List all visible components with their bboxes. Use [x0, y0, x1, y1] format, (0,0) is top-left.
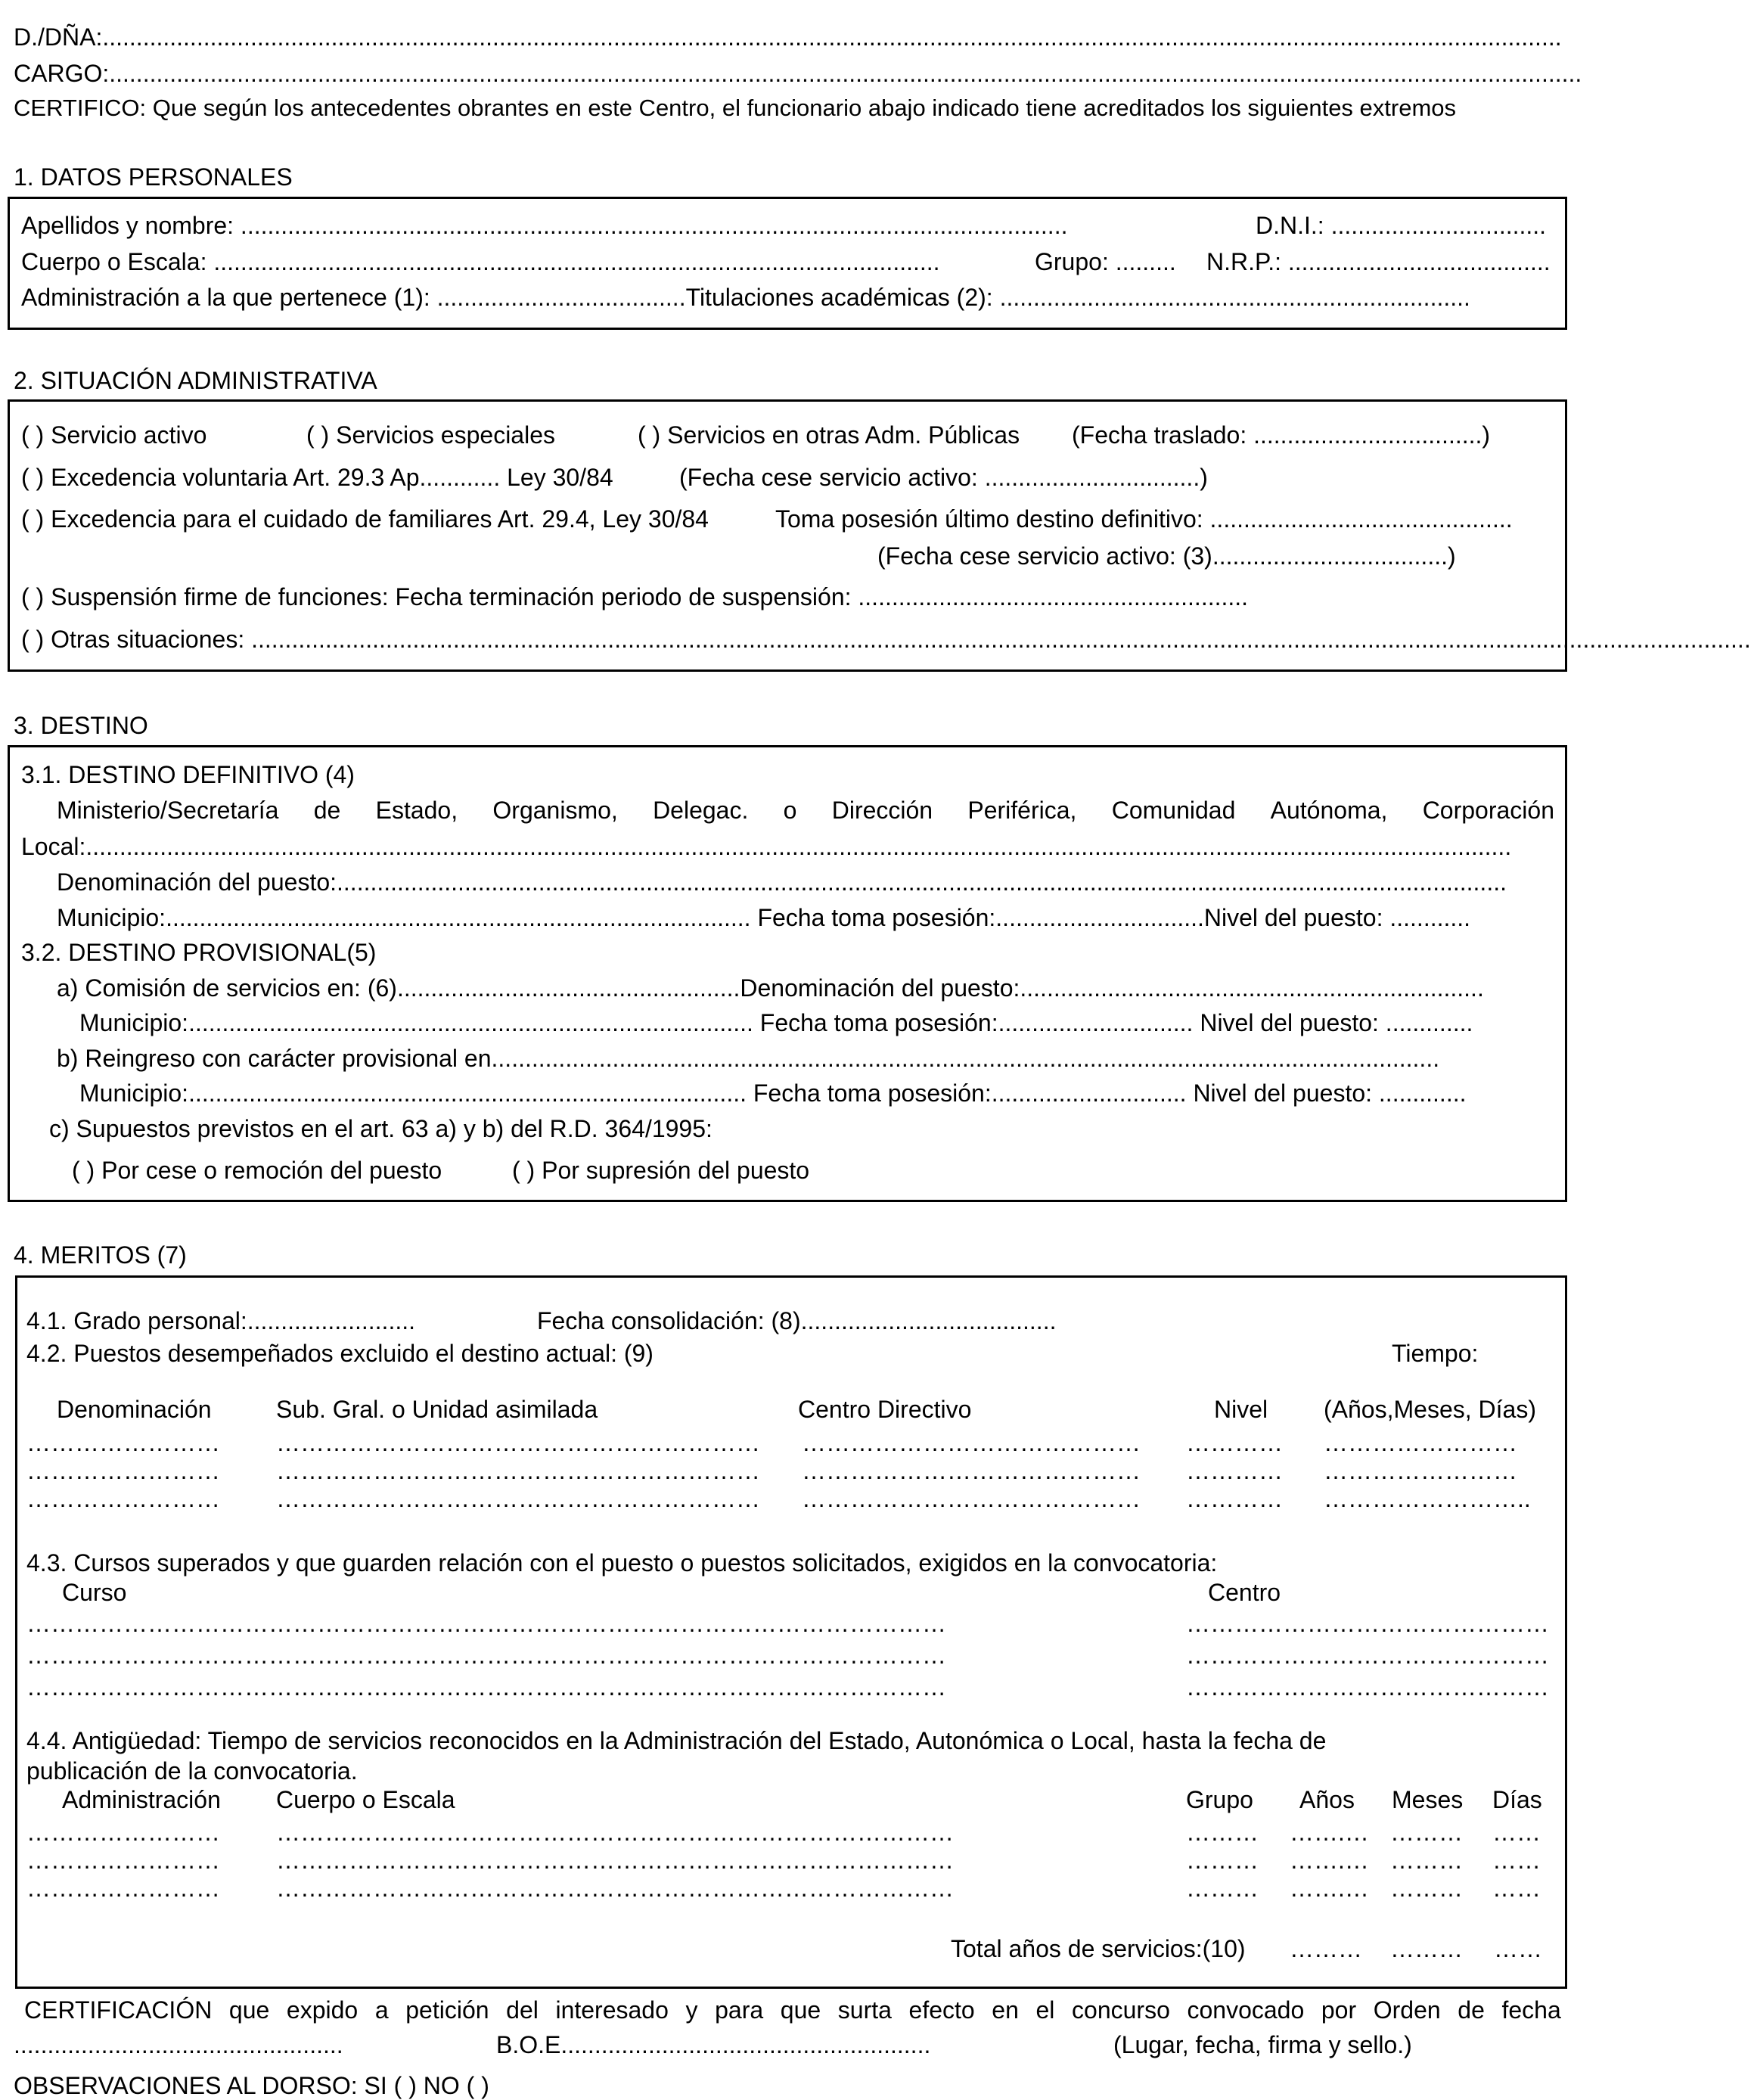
ministerio-word: Organismo, — [492, 797, 618, 824]
table-cell: …………………… — [26, 1457, 220, 1484]
administracion-field: Administración a la que pertenece (1): .....................................Titulaciones académicas (2): ...................................................................... — [21, 284, 1470, 311]
column-header: Denominación — [57, 1396, 212, 1423]
suspension-option: ( ) Suspensión firme de funciones: Fecha terminación periodo de suspensión: .......................................................... — [21, 583, 1249, 610]
ministerio-word: Ministerio/Secretaría — [57, 797, 279, 824]
table-cell: ………… — [1186, 1429, 1283, 1456]
comision-servicios-field: a) Comisión de servicios en: (6)...................................................Denominación del puesto:..................................................................... — [57, 974, 1484, 1002]
section-3-title: 3. DESTINO — [14, 712, 148, 739]
reingreso-field: b) Reingreso con carácter provisional en............................................................................................................................................. — [57, 1045, 1440, 1072]
boe-field: B.O.E....................................................... — [496, 2031, 931, 2058]
fecha-traslado-field: (Fecha traslado: ..................................) — [1072, 421, 1491, 449]
total-anos-value: ……… — [1290, 1935, 1362, 1962]
certificacion-word: expido — [286, 1996, 359, 2024]
certificacion-word: petición — [405, 1996, 489, 2024]
table-cell: …………………….. — [1324, 1485, 1531, 1512]
certificacion-word: CERTIFICACIÓN — [24, 1996, 213, 2024]
column-header: Meses — [1392, 1786, 1464, 1813]
table-cell: ……………………………………… — [1186, 1642, 1549, 1669]
certificacion-word: concurso — [1072, 1996, 1170, 2024]
table-cell: ………………………………………………………………………… — [276, 1819, 954, 1846]
ministerio-word: Comunidad — [1111, 797, 1236, 824]
table-cell: …………………… — [1324, 1429, 1517, 1456]
certificacion-word: efecto — [908, 1996, 975, 2024]
certificacion-word: y — [685, 1996, 698, 2024]
table-cell: …… — [1492, 1875, 1541, 1902]
certificacion-word: del — [506, 1996, 539, 2024]
table-cell: …………………… — [26, 1819, 220, 1846]
table-cell: …….… — [1290, 1847, 1369, 1874]
grupo-field: Grupo: ......... — [1035, 248, 1176, 275]
table-cell: …….… — [1290, 1875, 1369, 1902]
certificacion-word: por — [1321, 1996, 1357, 2024]
table-cell: ……… — [1186, 1847, 1259, 1874]
certificacion-word: el — [1035, 1996, 1055, 2024]
table-cell: ……… — [1186, 1819, 1259, 1846]
column-header: Nivel — [1214, 1396, 1268, 1423]
lugar-fecha-firma: (Lugar, fecha, firma y sello.) — [1113, 2031, 1412, 2058]
table-cell: ………………………………………………………………………… — [276, 1875, 954, 1902]
column-header: Curso — [62, 1579, 127, 1606]
table-cell: …….… — [1290, 1819, 1369, 1846]
table-cell: …………………… — [1324, 1457, 1517, 1484]
fecha-cese-field: (Fecha cese servicio activo: ................................) — [679, 464, 1208, 491]
table-cell: …………………………………………………………………………………………………… — [26, 1642, 946, 1669]
table-cell: ……………………………………… — [1186, 1610, 1549, 1637]
supuestos-line: c) Supuestos previstos en el art. 63 a) y b) del R.D. 364/1995: — [49, 1115, 713, 1142]
certificacion-dots: ................................................. — [14, 2031, 343, 2058]
table-cell: …………………… — [26, 1847, 220, 1874]
excedencia-voluntaria-option: ( ) Excedencia voluntaria Art. 29.3 Ap............ Ley 30/84 — [21, 464, 613, 491]
cursos-title: 4.3. Cursos superados y que guarden relación con el puesto o puestos solicitados, exigidos en la convocatoria: — [26, 1549, 1218, 1577]
table-cell: ……… — [1390, 1819, 1463, 1846]
ministerio-word: Delegac. — [653, 797, 749, 824]
section-4-title: 4. MERITOS (7) — [14, 1241, 187, 1269]
table-cell: …………………………………… — [802, 1457, 1141, 1484]
otras-situaciones-option: ( ) Otras situaciones: ............................................................................................................................................................................................................................... — [21, 626, 1751, 653]
ministerio-line — [57, 796, 1554, 825]
table-cell: …… — [1492, 1819, 1541, 1846]
table-cell: …… — [1492, 1847, 1541, 1874]
antiguedad-line-1: 4.4. Antigüedad: Tiempo de servicios reconocidos en la Administración del Estado, Autonómica o Local, hasta la fecha de — [26, 1727, 1327, 1754]
table-cell: …………………………………………………… — [276, 1485, 760, 1512]
destino-definitivo-title: 3.1. DESTINO DEFINITIVO (4) — [21, 761, 355, 788]
municipio-b-field: Municipio:................................................................................... Fecha toma posesión:............................. Nivel del puesto: ............. — [79, 1080, 1467, 1107]
table-cell: …………………………………… — [802, 1485, 1141, 1512]
table-cell: …………………………………………………… — [276, 1429, 760, 1456]
ministerio-word: Periférica, — [967, 797, 1077, 824]
certificacion-word: convocado — [1187, 1996, 1305, 2024]
ministerio-word: Dirección — [831, 797, 933, 824]
excedencia-cuidado-option: ( ) Excedencia para el cuidado de familiares Art. 29.4, Ley 30/84 — [21, 505, 709, 533]
column-header: Centro — [1208, 1579, 1281, 1606]
certificacion-word: fecha — [1501, 1996, 1561, 2024]
dni-field: D.N.I.: ................................ — [1256, 212, 1547, 239]
table-cell: …………………… — [26, 1875, 220, 1902]
certificacion-word: para — [715, 1996, 764, 2024]
ministerio-word: de — [313, 797, 341, 824]
total-dias-value: …… — [1494, 1935, 1542, 1962]
otras-adm-option: ( ) Servicios en otras Adm. Públicas — [638, 421, 1020, 449]
table-cell: ………… — [1186, 1485, 1283, 1512]
column-header: Administración — [62, 1786, 221, 1813]
section-1-title: 1. DATOS PERSONALES — [14, 163, 293, 191]
certificacion-word: que — [780, 1996, 821, 2024]
tiempo-label: Tiempo: — [1392, 1340, 1479, 1367]
table-cell: …………………………………………………… — [276, 1457, 760, 1484]
ministerio-word: o — [783, 797, 797, 824]
cese-remocion-option: ( ) Por cese o remoción del puesto — [72, 1157, 442, 1184]
certificacion-word: a — [374, 1996, 389, 2024]
certificacion-word: en — [992, 1996, 1019, 2024]
table-cell: ……… — [1390, 1847, 1463, 1874]
column-header: Años — [1299, 1786, 1355, 1813]
certificacion-word: de — [1458, 1996, 1485, 2024]
toma-posesion-field: Toma posesión último destino definitivo: ............................................. — [775, 505, 1513, 533]
certificacion-word: surta — [837, 1996, 892, 2024]
certificacion-word: Orden — [1373, 1996, 1441, 2024]
certifico-line: CERTIFICO: Que según los antecedentes obrantes en este Centro, el funcionario abajo indicado tiene acreditados los siguientes extremos — [14, 95, 1457, 121]
table-cell: …………………… — [26, 1485, 220, 1512]
cuerpo-field: Cuerpo o Escala: ............................................................................................................ — [21, 248, 940, 275]
total-meses-value: ……… — [1390, 1935, 1463, 1962]
ministerio-word: Autónoma, — [1270, 797, 1388, 824]
servicio-activo-option: ( ) Servicio activo — [21, 421, 207, 449]
local-field: Local:.................................................................................................................................................................................................................... — [21, 833, 1512, 860]
total-anos-label: Total años de servicios:(10) — [951, 1935, 1246, 1962]
grado-personal-field: 4.1. Grado personal:......................... — [26, 1307, 415, 1334]
table-cell: …………………………………………………………………………………………………… — [26, 1610, 946, 1637]
table-cell: ……… — [1390, 1875, 1463, 1902]
table-cell: ……… — [1186, 1875, 1259, 1902]
antiguedad-line-2: publicación de la convocatoria. — [26, 1757, 358, 1785]
column-header: Cuerpo o Escala — [276, 1786, 455, 1813]
apellidos-field: Apellidos y nombre: ........................................................................................................................... — [21, 212, 1068, 239]
table-cell: ………… — [1186, 1457, 1283, 1484]
column-header: (Años,Meses, Días) — [1324, 1396, 1536, 1423]
section-2-title: 2. SITUACIÓN ADMINISTRATIVA — [14, 367, 377, 394]
table-cell: …………………… — [26, 1429, 220, 1456]
table-cell: …………………………………… — [802, 1429, 1141, 1456]
municipio-a-field: Municipio:.................................................................................... Fecha toma posesión:............................. Nivel del puesto: ............. — [79, 1009, 1473, 1036]
column-header: Sub. Gral. o Unidad asimilada — [276, 1396, 598, 1423]
ministerio-word: Corporación — [1422, 797, 1554, 824]
ministerio-word: Estado, — [375, 797, 458, 824]
column-header: Grupo — [1186, 1786, 1253, 1813]
supresion-option: ( ) Por supresión del puesto — [512, 1157, 810, 1184]
table-cell: ……………………………………… — [1186, 1673, 1549, 1701]
column-header: Centro Directivo — [798, 1396, 972, 1423]
table-cell: …………………………………………………………………………………………………… — [26, 1673, 946, 1701]
observaciones-line: OBSERVACIONES AL DORSO: SI ( ) NO ( ) — [14, 2072, 489, 2099]
certificacion-word: que — [228, 1996, 270, 2024]
nrp-field: N.R.P.: ....................................... — [1206, 248, 1551, 275]
certificacion-line — [24, 1996, 1561, 2024]
cargo-line: CARGO:........................................................................................................................................................................................................................... — [14, 60, 1582, 87]
fecha-cese-3-field: (Fecha cese servicio activo: (3)...................................) — [877, 542, 1456, 570]
dna-line: D./DÑA:......................................................................................................................................................................................................................... — [14, 23, 1562, 51]
destino-provisional-title: 3.2. DESTINO PROVISIONAL(5) — [21, 939, 377, 966]
fecha-consolidacion-field: Fecha consolidación: (8)...................................... — [537, 1307, 1057, 1334]
servicios-especiales-option: ( ) Servicios especiales — [306, 421, 555, 449]
table-cell: ………………………………………………………………………… — [276, 1847, 954, 1874]
municipio-definitivo-field: Municipio:....................................................................................... Fecha toma posesión:...............................Nivel del puesto: ............ — [57, 904, 1471, 931]
denominacion-puesto-field: Denominación del puesto:.............................................................................................................................................................................. — [57, 868, 1507, 896]
certificacion-word: interesado — [555, 1996, 669, 2024]
puestos-desempenados-title: 4.2. Puestos desempeñados excluido el destino actual: (9) — [26, 1340, 654, 1367]
column-header: Días — [1492, 1786, 1542, 1813]
